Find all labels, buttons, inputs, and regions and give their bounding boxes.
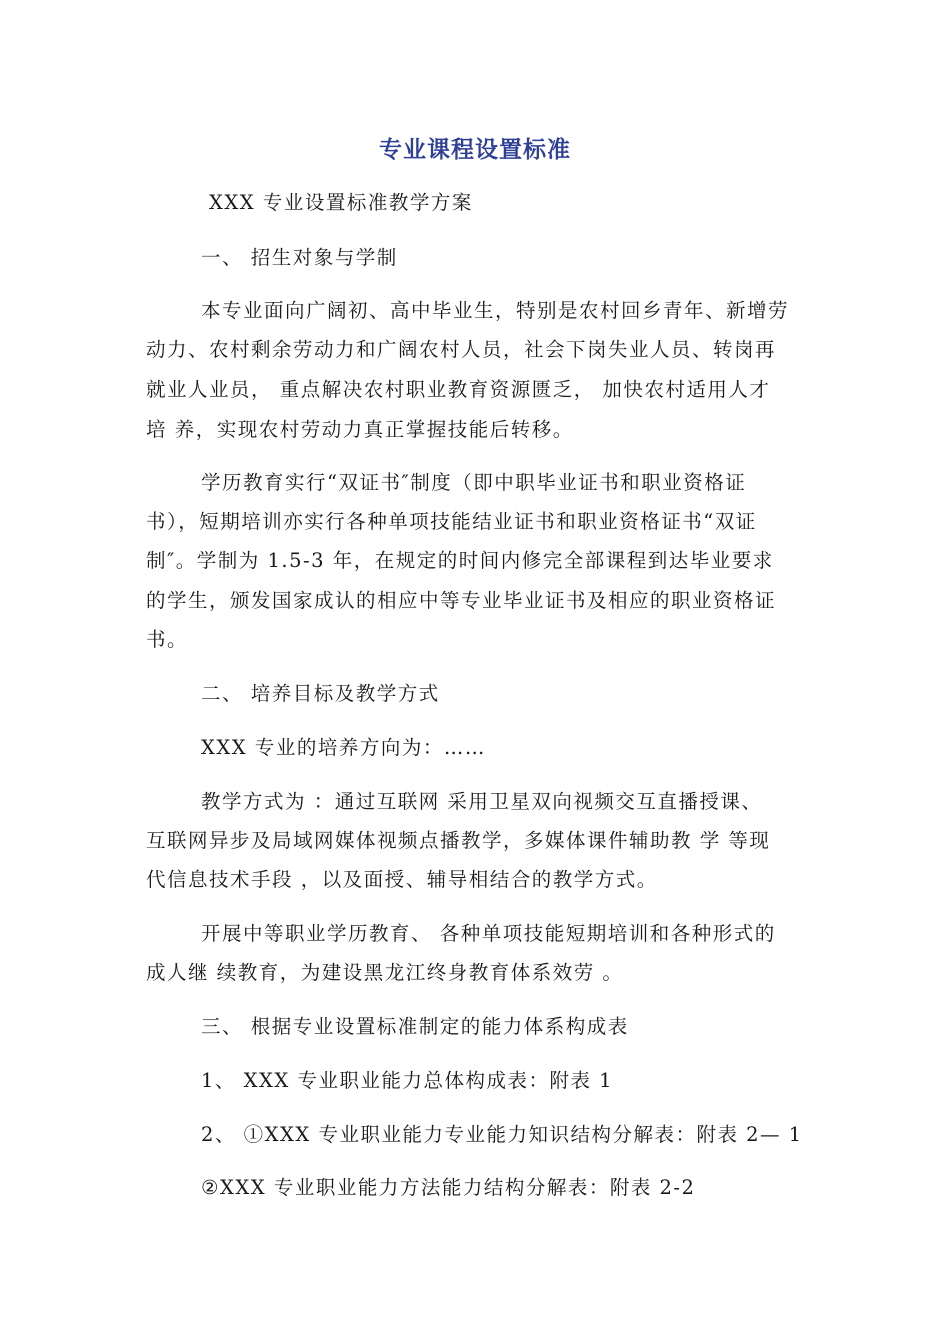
document-title: 专业课程设置标准 — [379, 137, 571, 163]
paragraph-line: 代信息技术手段 ，以及面授、辅导相结合的教学方式。 — [146, 868, 658, 891]
list-item: 2、 ①XXX 专业职业能力专业能力知识结构分解表：附表 2— 1 — [201, 1123, 803, 1146]
paragraph-line: 的学生，颁发国家成认的相应中等专业毕业证书及相应的职业资格证 — [146, 589, 777, 612]
list-item: ②XXX 专业职业能力方法能力结构分解表：附表 2-2 — [201, 1176, 696, 1199]
paragraph-line: 制″。学制为 1.5-3 年，在规定的时间内修完全部课程到达毕业要求 — [146, 549, 774, 572]
paragraph-line: XXX 专业的培养方向为：…… — [201, 736, 486, 759]
paragraph-line: 书。 — [146, 628, 189, 651]
section-heading-3: 三、 根据专业设置标准制定的能力体系构成表 — [201, 1015, 629, 1038]
paragraph-line: 动力、农村剩余劳动力和广阔农村人员，社会下岗失业人员、转岗再 — [146, 338, 777, 361]
list-item: 1、 XXX 专业职业能力总体构成表：附表 1 — [201, 1069, 614, 1092]
paragraph-line: 培 养，实现农村劳动力真正掌握技能后转移。 — [146, 418, 574, 441]
section-heading-1: 一、 招生对象与学制 — [201, 246, 398, 269]
paragraph-line: 互联网异步及局域网媒体视频点播教学，多媒体课件辅助教 学 等现 — [146, 829, 771, 852]
paragraph-line: 就业人业员， 重点解决农村职业教育资源匮乏， 加快农村适用人才 — [146, 378, 771, 401]
subtitle: XXX 专业设置标准教学方案 — [209, 191, 473, 214]
paragraph-line: 本专业面向广阔初、高中毕业生，特别是农村回乡青年、新增劳 — [201, 299, 790, 322]
paragraph-line: 学历教育实行“双证书″制度（即中职毕业证书和职业资格证 — [201, 471, 747, 494]
paragraph-line: 书），短期培训亦实行各种单项技能结业证书和职业资格证书“双证 — [146, 510, 757, 533]
section-heading-2: 二、 培养目标及教学方式 — [201, 682, 440, 705]
paragraph-line: 开展中等职业学历教育、 各种单项技能短期培训和各种形式的 — [201, 922, 776, 945]
paragraph-line: 教学方式为 ：通过互联网 采用卫星双向视频交互直播授课、 — [201, 790, 763, 813]
paragraph-line: 成人继 续教育，为建设黑龙江终身教育体系效劳 。 — [146, 961, 624, 984]
